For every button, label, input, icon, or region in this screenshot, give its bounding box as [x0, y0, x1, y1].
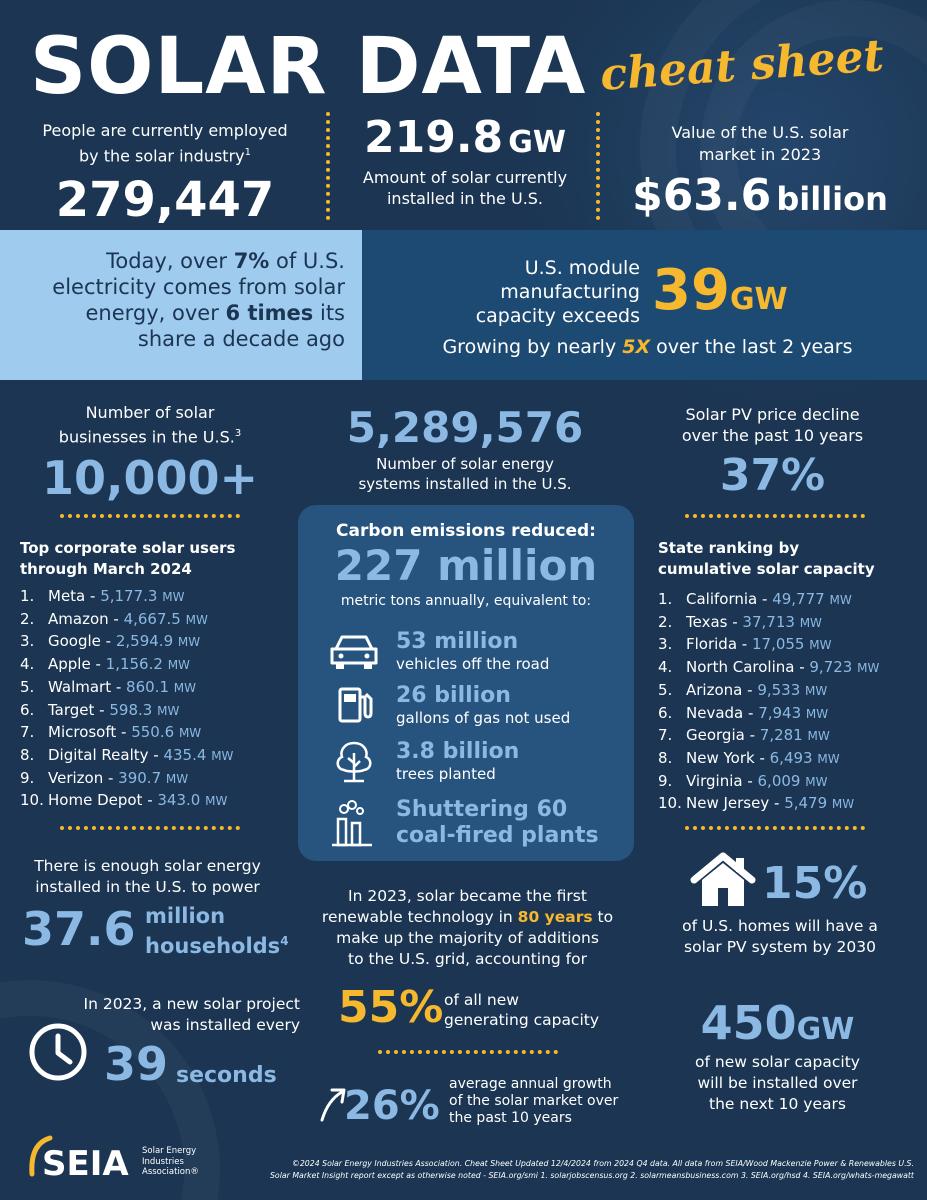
state-value: 17,055: [751, 635, 805, 654]
manufacturing-number: 39: [652, 258, 730, 323]
corporate-item: 5. Walmart - 860.1 MW: [20, 677, 233, 700]
installed-unit: GW: [508, 125, 566, 160]
future-label-3: the next 10 years: [709, 1095, 846, 1113]
state-unit: MW: [857, 661, 880, 676]
corporate-item: 9. Verizon - 390.7 MW: [20, 768, 233, 791]
growth-label-1: average annual growth: [449, 1076, 612, 1092]
homes-label-1: of U.S. homes will have a: [682, 917, 878, 935]
majority-line: In 2023, solar became the first: [348, 887, 587, 905]
majority-highlight: 80 years: [517, 908, 593, 926]
state-rank: 10.: [658, 794, 682, 813]
corporate-name: Microsoft: [48, 723, 117, 742]
state-rank: 3.: [658, 635, 673, 654]
car-icon: [328, 631, 380, 671]
state-value: 9,723: [809, 658, 853, 677]
states-title-1: State ranking by: [658, 539, 800, 557]
state-unit: MW: [805, 706, 829, 721]
seia-org-name: [142, 1146, 199, 1178]
state-item: 10. New Jersey - 5,479 MW: [658, 793, 879, 816]
state-rank: 1.: [658, 590, 673, 608]
majority-line: to: [592, 908, 614, 926]
corporate-value: 2,594.9: [115, 632, 174, 651]
price-value: 37%: [719, 450, 826, 501]
divider: [326, 112, 330, 220]
divider: [685, 514, 865, 518]
manufacturing-text: [400, 256, 640, 328]
corporate-item: 3. Google - 2,594.9 MW: [20, 631, 233, 654]
growth-label: [449, 1076, 618, 1127]
divider: [685, 826, 865, 830]
band-text: capacity exceeds: [475, 305, 640, 327]
coal-row: [328, 797, 599, 849]
band-highlight: 7%: [233, 249, 270, 273]
state-item: 1. California - 49,777 MW: [658, 589, 879, 612]
footnote-marker: 3: [234, 428, 242, 439]
state-unit: MW: [831, 797, 855, 812]
state-unit: MW: [799, 615, 822, 630]
majority-value: 55%: [338, 982, 444, 1033]
divider: [596, 112, 600, 220]
corporate-rank: 1.: [20, 587, 35, 605]
state-rank: 2.: [658, 612, 673, 631]
coal-line-2: coal-fired plants: [396, 823, 599, 848]
gas-pump-icon: [328, 685, 380, 725]
band-text: electricity comes from solar: [52, 275, 345, 299]
growth-value: 26%: [344, 1083, 440, 1129]
state-item: 2. Texas - 37,713 MW: [658, 612, 879, 635]
manufacturing-unit: GW: [729, 282, 788, 317]
corporate-title-1: Top corporate solar users: [20, 539, 236, 557]
corporate-name: Walmart: [48, 677, 112, 696]
corporate-item: 10. Home Depot - 343.0 MW: [20, 790, 233, 813]
band-highlight: 5X: [622, 336, 651, 358]
businesses-label-2: businesses in the U.S.: [58, 427, 235, 447]
employed-stat: [10, 120, 320, 231]
corporate-item: 7. Microsoft - 550.6 MW: [20, 722, 233, 745]
org-line: Association®: [142, 1167, 199, 1177]
footnote-marker: 4: [280, 934, 289, 948]
corporate-unit: MW: [173, 680, 196, 695]
corporate-rank: 9.: [20, 768, 35, 787]
org-line: Industries: [142, 1156, 184, 1167]
vehicles-value: 53 million: [396, 629, 519, 654]
state-value: 9,533: [757, 680, 801, 699]
households-unit-2: households: [145, 934, 281, 958]
corporate-name: Amazon: [48, 609, 109, 628]
corporate-name: Verizon: [48, 768, 104, 787]
majority-line: renewable technology in: [321, 908, 518, 926]
corporate-value: 1,156.2: [105, 655, 163, 674]
state-unit: MW: [807, 729, 830, 744]
corporate-unit: MW: [178, 726, 202, 741]
state-unit: MW: [805, 774, 828, 789]
org-line: Solar Energy: [142, 1146, 197, 1156]
majority-label: [444, 990, 599, 1030]
state-rank: 4.: [658, 658, 673, 677]
state-item: 3. Florida - 17,055 MW: [658, 634, 879, 657]
installed-label-1: Amount of solar currently: [362, 168, 568, 187]
divider: [60, 826, 240, 830]
divider: [60, 514, 240, 518]
households-stat: [5, 856, 290, 898]
state-rank: 8.: [658, 748, 673, 767]
house-icon: [690, 852, 756, 908]
band-text: its: [313, 301, 345, 325]
businesses-value: 10,000+: [41, 451, 259, 506]
corporate-value: 598.3: [109, 700, 153, 719]
vehicles-label: vehicles off the road: [396, 655, 550, 673]
corporate-item: 6. Target - 598.3 MW: [20, 700, 233, 723]
market-unit: billion: [776, 180, 888, 218]
state-name: North Carolina: [686, 658, 795, 677]
state-name: Florida: [686, 635, 738, 654]
page-subtitle: cheat sheet: [598, 30, 886, 101]
corporate-value: 435.4: [163, 745, 207, 764]
band-text: of U.S.: [269, 249, 345, 273]
homes-value: 15%: [762, 858, 868, 909]
state-name: Virginia: [686, 771, 743, 790]
divider: [378, 1050, 558, 1054]
corporate-value: 4,667.5: [123, 609, 181, 628]
footer-note-2: Solar Market Insight report except as otherwise noted - SEIA.org/smi 1. solarjobscensus.org 2. solarmeansbusiness.com 3. SEIA.org/hsd 4. SEIA.org/whats-megawatt: [269, 1171, 914, 1180]
state-item: 9. Virginia - 6,009 MW: [658, 771, 879, 794]
state-value: 7,943: [758, 703, 802, 722]
price-stat: [640, 404, 905, 504]
gas-label: gallons of gas not used: [396, 709, 571, 727]
households-unit: [145, 904, 289, 959]
majority-line: make up the majority of additions: [336, 929, 599, 947]
majority-line: to the U.S. grid, accounting for: [348, 950, 587, 968]
corporate-value: 343.0: [157, 791, 201, 810]
band-text: energy, over: [85, 301, 226, 325]
corporate-rank: 5.: [20, 677, 35, 696]
employed-label-1: People are currently employed: [42, 121, 288, 140]
corporate-rank: 6.: [20, 700, 35, 719]
growth-label-2: of the solar market over: [449, 1093, 619, 1109]
corporate-unit: MW: [157, 703, 180, 718]
corporate-name: Home Depot: [48, 791, 143, 810]
corporate-title: [20, 538, 235, 580]
page-title: SOLAR DATA: [30, 22, 587, 112]
footer-notes: [222, 1158, 914, 1182]
band-text: U.S. module: [524, 257, 640, 279]
factory-icon: [328, 799, 380, 847]
state-name: Texas: [686, 612, 728, 631]
households-label-1: There is enough solar energy: [34, 857, 261, 875]
state-rank: 6.: [658, 703, 673, 722]
seia-logo-text: SEIA: [42, 1144, 129, 1184]
band-highlight: 6 times: [225, 301, 314, 325]
corporate-value: 860.1: [126, 677, 169, 696]
states-title: [658, 538, 875, 580]
corporate-list: [20, 586, 233, 813]
gas-row: [328, 683, 570, 727]
systems-stat: [315, 402, 615, 494]
states-list: [658, 589, 879, 816]
corporate-unit: MW: [177, 635, 201, 650]
installed-value: 219.8: [364, 112, 504, 163]
corporate-unit: MW: [205, 794, 228, 809]
businesses-stat: [15, 402, 285, 507]
installed-stat: [335, 112, 595, 209]
state-value: 6,009: [757, 771, 801, 790]
corporate-item: 4. Apple - 1,156.2 MW: [20, 654, 233, 677]
seconds-value: 39: [104, 1037, 169, 1091]
trees-label: trees planted: [396, 765, 496, 783]
state-value: 6,493: [769, 748, 813, 767]
future-label-2: will be installed over: [697, 1074, 858, 1092]
state-value: 7,281: [759, 726, 803, 745]
households-label-2: installed in the U.S. to power: [35, 878, 260, 896]
homes-label-2: solar PV system by 2030: [684, 938, 876, 956]
band-text: Growing by nearly: [442, 336, 623, 358]
state-name: Georgia: [686, 726, 745, 745]
corporate-title-2: through March 2024: [20, 560, 192, 578]
state-item: 7. Georgia - 7,281 MW: [658, 725, 879, 748]
carbon-title: Carbon emissions reduced:: [336, 521, 596, 541]
corporate-rank: 4.: [20, 655, 35, 674]
corporate-item: 8. Digital Realty - 435.4 MW: [20, 745, 233, 768]
gas-value: 26 billion: [396, 683, 511, 708]
corporate-value: 5,177.3: [100, 587, 158, 605]
state-name: Nevada: [686, 703, 744, 722]
state-item: 4. North Carolina - 9,723 MW: [658, 657, 879, 680]
coal-line-1: Shuttering 60: [396, 797, 568, 822]
footnote-marker: 1: [244, 147, 251, 158]
band-text: Today, over: [106, 249, 234, 273]
carbon-box: [298, 505, 634, 861]
systems-label-2: systems installed in the U.S.: [358, 475, 572, 493]
carbon-value: 227 million: [334, 541, 598, 590]
majority-label-1: of all new: [444, 991, 519, 1009]
clock-icon: [28, 1022, 88, 1082]
state-unit: MW: [829, 593, 852, 607]
seconds-unit: seconds: [176, 1063, 277, 1088]
state-name: Arizona: [686, 680, 743, 699]
corporate-item: 2. Amazon - 4,667.5 MW: [20, 609, 233, 632]
state-unit: MW: [805, 683, 828, 698]
states-title-2: cumulative solar capacity: [658, 560, 875, 578]
corporate-name: Target: [48, 700, 95, 719]
growth-label-3: the past 10 years: [449, 1110, 572, 1126]
future-number: 450: [700, 996, 797, 1050]
corporate-unit: MW: [165, 771, 189, 786]
corporate-name: Apple: [48, 655, 91, 674]
band-text: share a decade ago: [137, 327, 345, 351]
state-name: New Jersey: [686, 794, 770, 813]
future-label-1: of new solar capacity: [695, 1053, 860, 1071]
seconds-label-2: was installed every: [150, 1016, 300, 1034]
carbon-subtitle: metric tons annually, equivalent to:: [340, 593, 592, 609]
state-value: 37,713: [742, 612, 795, 631]
tree-icon: [328, 739, 380, 783]
manufacturing-value: [652, 258, 788, 323]
state-rank: 5.: [658, 680, 673, 699]
corporate-rank: 7.: [20, 723, 35, 742]
state-unit: MW: [817, 751, 840, 766]
corporate-unit: MW: [162, 590, 185, 604]
systems-value: 5,289,576: [346, 403, 584, 452]
businesses-label-1: Number of solar: [85, 403, 215, 422]
market-label-1: Value of the U.S. solar: [671, 123, 849, 142]
corporate-name: Digital Realty: [48, 745, 149, 764]
seia-logo: [26, 1134, 226, 1188]
corporate-rank: 10.: [20, 791, 44, 810]
state-item: 5. Arizona - 9,533 MW: [658, 680, 879, 703]
state-name: California: [686, 590, 758, 608]
band-text: manufacturing: [500, 281, 640, 303]
homes-label: [645, 916, 915, 958]
state-item: 6. Nevada - 7,943 MW: [658, 703, 879, 726]
manufacturing-growth: [400, 336, 895, 358]
state-unit: MW: [809, 638, 832, 653]
future-value: [640, 996, 915, 1050]
corporate-name: Google: [48, 632, 101, 651]
corporate-rank: 8.: [20, 745, 35, 764]
state-rank: 7.: [658, 726, 673, 745]
employed-value: 279,447: [55, 172, 275, 229]
corporate-item: 1. Meta - 5,177.3 MW: [20, 586, 233, 609]
state-value: 49,777: [772, 590, 825, 608]
corporate-rank: 2.: [20, 609, 35, 628]
trees-row: [328, 739, 519, 783]
employed-label-2: by the solar industry: [78, 146, 245, 166]
majority-text: [300, 886, 635, 970]
state-name: New York: [686, 748, 755, 767]
market-label-2: market in 2023: [698, 145, 822, 164]
future-unit: GW: [796, 1012, 855, 1047]
state-rank: 9.: [658, 771, 673, 790]
majority-label-2: generating capacity: [444, 1011, 600, 1029]
market-value: $63.6: [632, 170, 772, 221]
corporate-rank: 3.: [20, 632, 35, 651]
households-unit-1: million: [145, 904, 226, 928]
corporate-value: 550.6: [131, 723, 175, 742]
corporate-unit: MW: [211, 748, 234, 763]
trees-value: 3.8 billion: [396, 739, 520, 764]
footer-note-1: ©2024 Solar Energy Industries Association. Cheat Sheet Updated 12/4/2024 from 2024 Q4 data. All data from SEIA/Wood Mackenzie Power & Renewables U.S.: [292, 1159, 914, 1168]
band-text: over the last 2 years: [650, 336, 853, 358]
future-label: [640, 1052, 915, 1115]
electricity-share-text: [10, 248, 345, 352]
corporate-unit: MW: [167, 658, 190, 673]
price-label-2: over the past 10 years: [681, 426, 864, 445]
vehicles-row: [328, 629, 549, 673]
state-value: 5,479: [784, 794, 828, 813]
households-value: 37.6: [22, 902, 136, 956]
corporate-value: 390.7: [118, 768, 162, 787]
corporate-unit: MW: [185, 612, 208, 627]
state-item: 8. New York - 6,493 MW: [658, 748, 879, 771]
seconds-label-1: In 2023, a new solar project: [83, 995, 300, 1013]
corporate-name: Meta: [48, 587, 86, 605]
installed-label-2: installed in the U.S.: [386, 189, 544, 208]
price-label-1: Solar PV price decline: [685, 405, 860, 424]
market-stat: [605, 122, 915, 221]
systems-label-1: Number of solar energy: [376, 455, 554, 473]
